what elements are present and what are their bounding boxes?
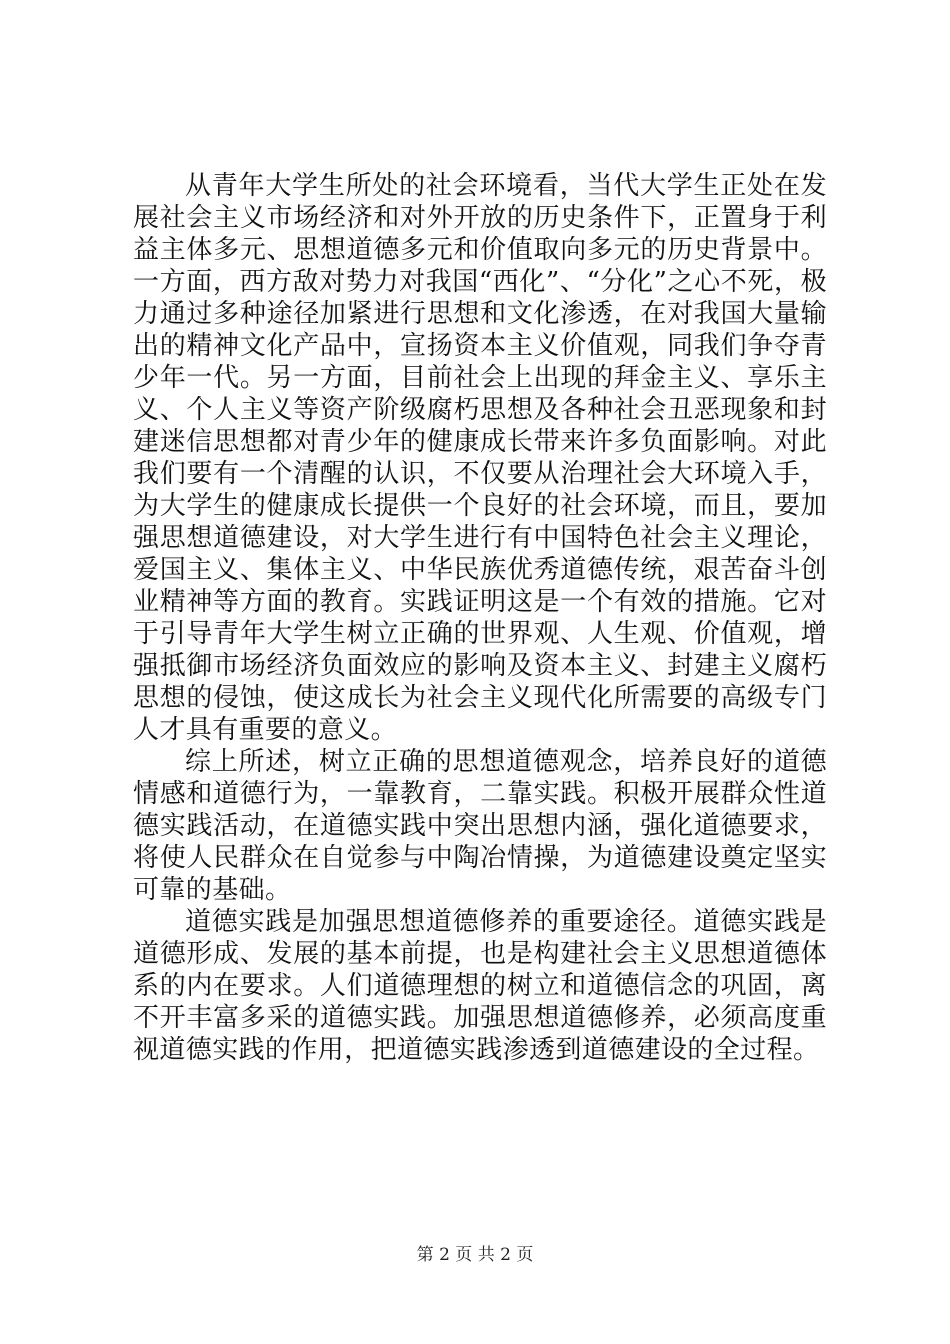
paragraph-1: 从青年大学生所处的社会环境看，当代大学生正处在发展社会主义市场经济和对外开放的历史条件下，正置身于利益主体多元、思想道德多元和价值取向多元的历史背景中。一方面，西方敌对势力对我国“西化”、“分化”之心不死，极力通过多种途径加紧进行思想和文化渗透，在对我国大量输出的精神文化产品中，宣扬资本主义价值观，同我们争夺青少年一代。另一方面，目前社会上出现的拜金主义、享乐主义、个人主义等资产阶级腐朽思想及各种社会丑恶现象和封建迷信思想都对青少年的健康成长带来许多负面影响。对此我们要有一个清醒的认识，不仅要从治理社会大环境入手，为大学生的健康成长提供一个良好的社会环境，而且，要加强思想道德建设，对大学生进行有中国特色社会主义理论，爱国主义、集体主义、中华民族优秀道德传统，艰苦奋斗创业精神等方面的教育。实践证明这是一个有效的措施。它对于引导青年大学生树立正确的世界观、人生观、价值观，增强抵御市场经济负面效应的影响及资本主义、封建主义腐朽思想的侵蚀，使这成长为社会主义现代化所需要的高级专门人才具有重要的意义。 bbox=[133, 171, 827, 745]
paragraph-2: 综上所述，树立正确的思想道德观念，培养良好的道德情感和道德行为，一靠教育，二靠实践。积极开展群众性道德实践活动，在道德实践中突出思想内涵，强化道德要求，将使人民群众在自觉参与中陶冶情操，为道德建设奠定坚实可靠的基础。 bbox=[133, 747, 827, 905]
paragraph-3: 道德实践是加强思想道德修养的重要途径。道德实践是道德形成、发展的基本前提，也是构建社会主义思想道德体系的内在要求。人们道德理想的树立和道德信念的巩固，离不开丰富多采的道德实践。加强思想道德修养，必须高度重视道德实践的作用，把道德实践渗透到道德建设的全过程。 bbox=[133, 907, 827, 1065]
page-number-footer: 第 2 页 共 2 页 bbox=[416, 1245, 534, 1265]
document-body bbox=[133, 170, 827, 1066]
